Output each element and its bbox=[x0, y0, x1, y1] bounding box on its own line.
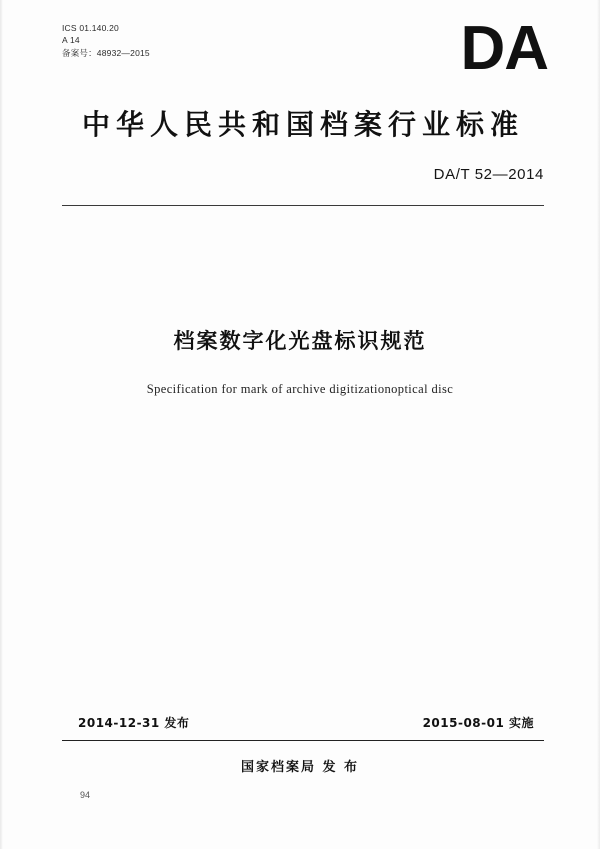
page-number: 94 bbox=[80, 790, 91, 800]
page-subtitle-english: Specification for mark of archive digitizationoptical disc bbox=[146, 382, 454, 396]
publisher: 国家档案局 发 布 bbox=[240, 760, 360, 775]
da-logo: DA bbox=[460, 14, 548, 83]
ics-code: ICS 01.140.20 bbox=[62, 23, 119, 33]
page-title: 档案数字化光盘标识规范 bbox=[173, 329, 427, 353]
header-divider bbox=[62, 205, 544, 206]
record-number: 备案号：48932—2015 bbox=[62, 47, 150, 58]
series-title: 中华人民共和国档案行业标准 bbox=[81, 108, 524, 141]
standard-codes-block bbox=[62, 22, 150, 59]
footer-divider bbox=[62, 740, 544, 741]
standard-number: DA/T 52—2014 bbox=[433, 166, 544, 183]
classification-code: A 14 bbox=[62, 35, 80, 46]
effective-date: 2015-08-01 实施 bbox=[422, 716, 534, 730]
issue-date: 2014-12-31 发布 bbox=[78, 716, 190, 730]
